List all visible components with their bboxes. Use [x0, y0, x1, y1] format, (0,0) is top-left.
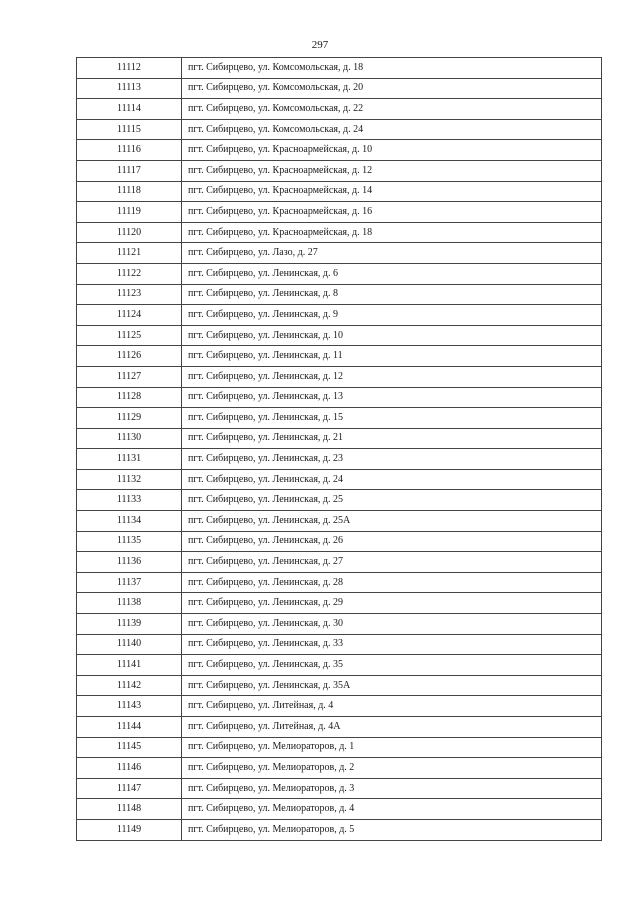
- row-number-cell: 11146: [77, 758, 182, 779]
- table-row: [77, 634, 602, 655]
- row-number-cell: 11122: [77, 263, 182, 284]
- address-cell: пгт. Сибирцево, ул. Ленинская, д. 26: [182, 531, 602, 552]
- table-row: [77, 428, 602, 449]
- row-number-cell: 11118: [77, 181, 182, 202]
- address-cell: пгт. Сибирцево, ул. Мелиораторов, д. 1: [182, 737, 602, 758]
- row-number-cell: 11115: [77, 119, 182, 140]
- row-number-cell: 11140: [77, 634, 182, 655]
- address-cell: пгт. Сибирцево, ул. Красноармейская, д. 14: [182, 181, 602, 202]
- address-cell: пгт. Сибирцево, ул. Лазо, д. 27: [182, 243, 602, 264]
- address-cell: пгт. Сибирцево, ул. Ленинская, д. 28: [182, 572, 602, 593]
- row-number-cell: 11147: [77, 778, 182, 799]
- address-cell: пгт. Сибирцево, ул. Ленинская, д. 11: [182, 346, 602, 367]
- table-row: [77, 140, 602, 161]
- address-cell: пгт. Сибирцево, ул. Мелиораторов, д. 3: [182, 778, 602, 799]
- address-cell: пгт. Сибирцево, ул. Ленинская, д. 27: [182, 552, 602, 573]
- address-cell: пгт. Сибирцево, ул. Ленинская, д. 33: [182, 634, 602, 655]
- row-number-cell: 11125: [77, 325, 182, 346]
- table-row: [77, 222, 602, 243]
- address-cell: пгт. Сибирцево, ул. Ленинская, д. 23: [182, 449, 602, 470]
- row-number-cell: 11117: [77, 160, 182, 181]
- address-table-body: [77, 58, 602, 841]
- address-cell: пгт. Сибирцево, ул. Красноармейская, д. 16: [182, 202, 602, 223]
- table-row: [77, 160, 602, 181]
- table-row: [77, 758, 602, 779]
- table-row: [77, 593, 602, 614]
- row-number-cell: 11121: [77, 243, 182, 264]
- address-cell: пгт. Сибирцево, ул. Ленинская, д. 35А: [182, 675, 602, 696]
- address-cell: пгт. Сибирцево, ул. Ленинская, д. 35: [182, 655, 602, 676]
- table-row: [77, 181, 602, 202]
- row-number-cell: 11128: [77, 387, 182, 408]
- row-number-cell: 11139: [77, 614, 182, 635]
- table-row: [77, 675, 602, 696]
- address-cell: пгт. Сибирцево, ул. Ленинская, д. 15: [182, 408, 602, 429]
- address-cell: пгт. Сибирцево, ул. Ленинская, д. 8: [182, 284, 602, 305]
- row-number-cell: 11136: [77, 552, 182, 573]
- address-cell: пгт. Сибирцево, ул. Ленинская, д. 10: [182, 325, 602, 346]
- table-row: [77, 531, 602, 552]
- page-number: 297: [311, 39, 329, 51]
- address-cell: пгт. Сибирцево, ул. Ленинская, д. 12: [182, 366, 602, 387]
- table-row: [77, 490, 602, 511]
- table-row: [77, 202, 602, 223]
- address-cell: пгт. Сибирцево, ул. Ленинская, д. 29: [182, 593, 602, 614]
- row-number-cell: 11127: [77, 366, 182, 387]
- table-row: [77, 717, 602, 738]
- address-cell: пгт. Сибирцево, ул. Красноармейская, д. 10: [182, 140, 602, 161]
- table-row: [77, 614, 602, 635]
- address-cell: пгт. Сибирцево, ул. Ленинская, д. 6: [182, 263, 602, 284]
- row-number-cell: 11141: [77, 655, 182, 676]
- table-row: [77, 655, 602, 676]
- row-number-cell: 11116: [77, 140, 182, 161]
- row-number-cell: 11134: [77, 511, 182, 532]
- table-row: [77, 284, 602, 305]
- row-number-cell: 11120: [77, 222, 182, 243]
- row-number-cell: 11138: [77, 593, 182, 614]
- table-row: [77, 449, 602, 470]
- table-row: [77, 696, 602, 717]
- table-row: [77, 819, 602, 840]
- row-number-cell: 11148: [77, 799, 182, 820]
- row-number-cell: 11126: [77, 346, 182, 367]
- address-cell: пгт. Сибирцево, ул. Ленинская, д. 9: [182, 305, 602, 326]
- row-number-cell: 11132: [77, 469, 182, 490]
- row-number-cell: 11144: [77, 717, 182, 738]
- table-row: [77, 58, 602, 79]
- address-cell: пгт. Сибирцево, ул. Литейная, д. 4: [182, 696, 602, 717]
- row-number-cell: 11119: [77, 202, 182, 223]
- table-row: [77, 263, 602, 284]
- table-row: [77, 387, 602, 408]
- table-row: [77, 408, 602, 429]
- address-cell: пгт. Сибирцево, ул. Красноармейская, д. 12: [182, 160, 602, 181]
- address-cell: пгт. Сибирцево, ул. Ленинская, д. 25А: [182, 511, 602, 532]
- address-cell: пгт. Сибирцево, ул. Литейная, д. 4А: [182, 717, 602, 738]
- row-number-cell: 11124: [77, 305, 182, 326]
- row-number-cell: 11149: [77, 819, 182, 840]
- table-row: [77, 243, 602, 264]
- address-cell: пгт. Сибирцево, ул. Ленинская, д. 24: [182, 469, 602, 490]
- address-cell: пгт. Сибирцево, ул. Комсомольская, д. 24: [182, 119, 602, 140]
- address-cell: пгт. Сибирцево, ул. Мелиораторов, д. 5: [182, 819, 602, 840]
- table-row: [77, 119, 602, 140]
- row-number-cell: 11129: [77, 408, 182, 429]
- address-cell: пгт. Сибирцево, ул. Комсомольская, д. 18: [182, 58, 602, 79]
- table-row: [77, 366, 602, 387]
- address-cell: пгт. Сибирцево, ул. Ленинская, д. 30: [182, 614, 602, 635]
- table-row: [77, 737, 602, 758]
- row-number-cell: 11145: [77, 737, 182, 758]
- address-cell: пгт. Сибирцево, ул. Комсомольская, д. 20: [182, 78, 602, 99]
- table-row: [77, 78, 602, 99]
- row-number-cell: 11112: [77, 58, 182, 79]
- row-number-cell: 11131: [77, 449, 182, 470]
- address-cell: пгт. Сибирцево, ул. Мелиораторов, д. 2: [182, 758, 602, 779]
- row-number-cell: 11133: [77, 490, 182, 511]
- address-cell: пгт. Сибирцево, ул. Комсомольская, д. 22: [182, 99, 602, 120]
- address-cell: пгт. Сибирцево, ул. Ленинская, д. 25: [182, 490, 602, 511]
- table-row: [77, 552, 602, 573]
- row-number-cell: 11142: [77, 675, 182, 696]
- address-table: [76, 57, 602, 841]
- row-number-cell: 11123: [77, 284, 182, 305]
- table-row: [77, 469, 602, 490]
- table-row: [77, 99, 602, 120]
- table-row: [77, 325, 602, 346]
- row-number-cell: 11130: [77, 428, 182, 449]
- table-row: [77, 799, 602, 820]
- row-number-cell: 11135: [77, 531, 182, 552]
- row-number-cell: 11113: [77, 78, 182, 99]
- table-row: [77, 346, 602, 367]
- row-number-cell: 11137: [77, 572, 182, 593]
- address-cell: пгт. Сибирцево, ул. Красноармейская, д. 18: [182, 222, 602, 243]
- address-cell: пгт. Сибирцево, ул. Ленинская, д. 21: [182, 428, 602, 449]
- table-row: [77, 778, 602, 799]
- table-row: [77, 511, 602, 532]
- table-row: [77, 305, 602, 326]
- address-cell: пгт. Сибирцево, ул. Мелиораторов, д. 4: [182, 799, 602, 820]
- address-cell: пгт. Сибирцево, ул. Ленинская, д. 13: [182, 387, 602, 408]
- row-number-cell: 11114: [77, 99, 182, 120]
- table-row: [77, 572, 602, 593]
- row-number-cell: 11143: [77, 696, 182, 717]
